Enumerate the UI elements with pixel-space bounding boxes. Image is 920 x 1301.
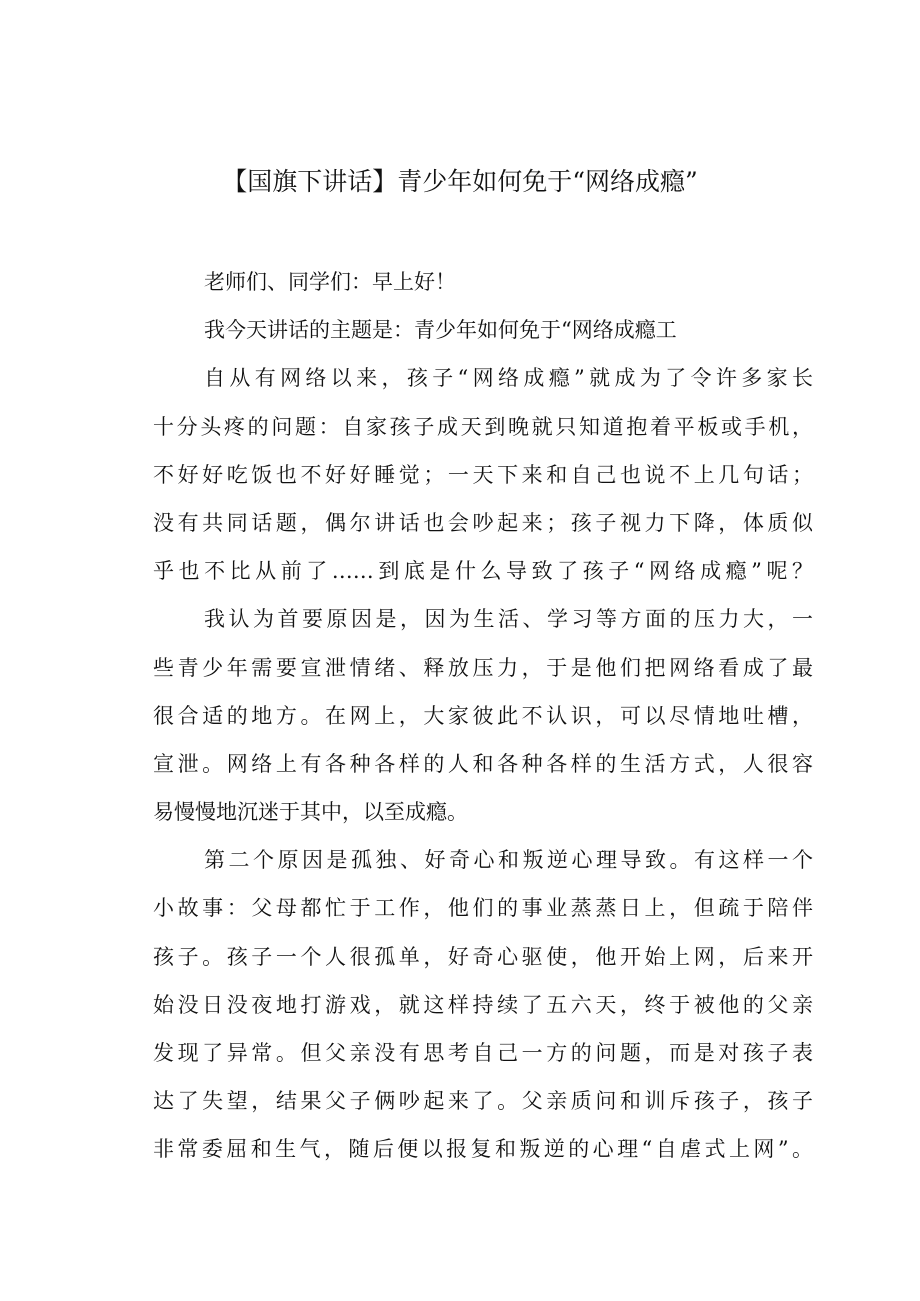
paragraph-line: 乎也不比从前了……到底是什么导致了孩子“网络成瘾”呢？ [153,559,813,584]
paragraph-line: 达了失望，结果父子俩吵起来了。父亲质问和训斥孩子，孩子 [153,1089,813,1114]
paragraph-line: 没有共同话题，偶尔讲话也会吵起来；孩子视力下降，体质似 [153,510,813,535]
topic-line: 我今天讲话的主题是：青少年如何免于“网络成瘾工 [204,318,677,343]
paragraph-line: 第二个原因是孤独、好奇心和叛逆心理导致。有这样一个 [204,848,813,873]
paragraph-line: 孩子。孩子一个人很孤单，好奇心驱使，他开始上网，后来开 [153,944,813,969]
paragraph-line: 我认为首要原因是，因为生活、学习等方面的压力大，一 [204,607,813,632]
paragraph-line: 不好好吃饭也不好好睡觉；一天下来和自己也说不上几句话； [153,462,813,487]
paragraph-line: 非常委屈和生气，随后便以报复和叛逆的心理“自虐式上网”。 [153,1137,813,1162]
paragraph-line: 易慢慢地沉迷于其中，以至成瘾。 [153,800,468,825]
document-body [153,258,813,1174]
paragraph-line: 很合适的地方。在网上，大家彼此不认识，可以尽情地吐槽， [153,703,813,728]
paragraph-line: 发现了异常。但父亲没有思考自己一方的问题，而是对孩子表 [153,1041,813,1065]
paragraph-line: 十分头疼的问题：自家孩子成天到晚就只知道抱着平板或手机， [153,414,813,439]
paragraph-line: 始没日没夜地打游戏，就这样持续了五六天，终于被他的父亲 [153,992,813,1017]
paragraph-line: 自从有网络以来，孩子“网络成瘾”就成为了令许多家长 [204,366,813,391]
greeting-line: 老师们、同学们：早上好！ [204,270,456,294]
paragraph-line: 小故事：父母都忙于工作，他们的事业蒸蒸日上，但疏于陪伴 [153,896,813,921]
paragraph-line: 宣泄。网络上有各种各样的人和各种各样的生活方式，人很容 [153,751,813,776]
page-title: 【国旗下讲话】青少年如何免于“网络成瘾” [222,167,698,196]
paragraph-line: 些青少年需要宣泄情绪、释放压力，于是他们把网络看成了最 [153,655,813,680]
